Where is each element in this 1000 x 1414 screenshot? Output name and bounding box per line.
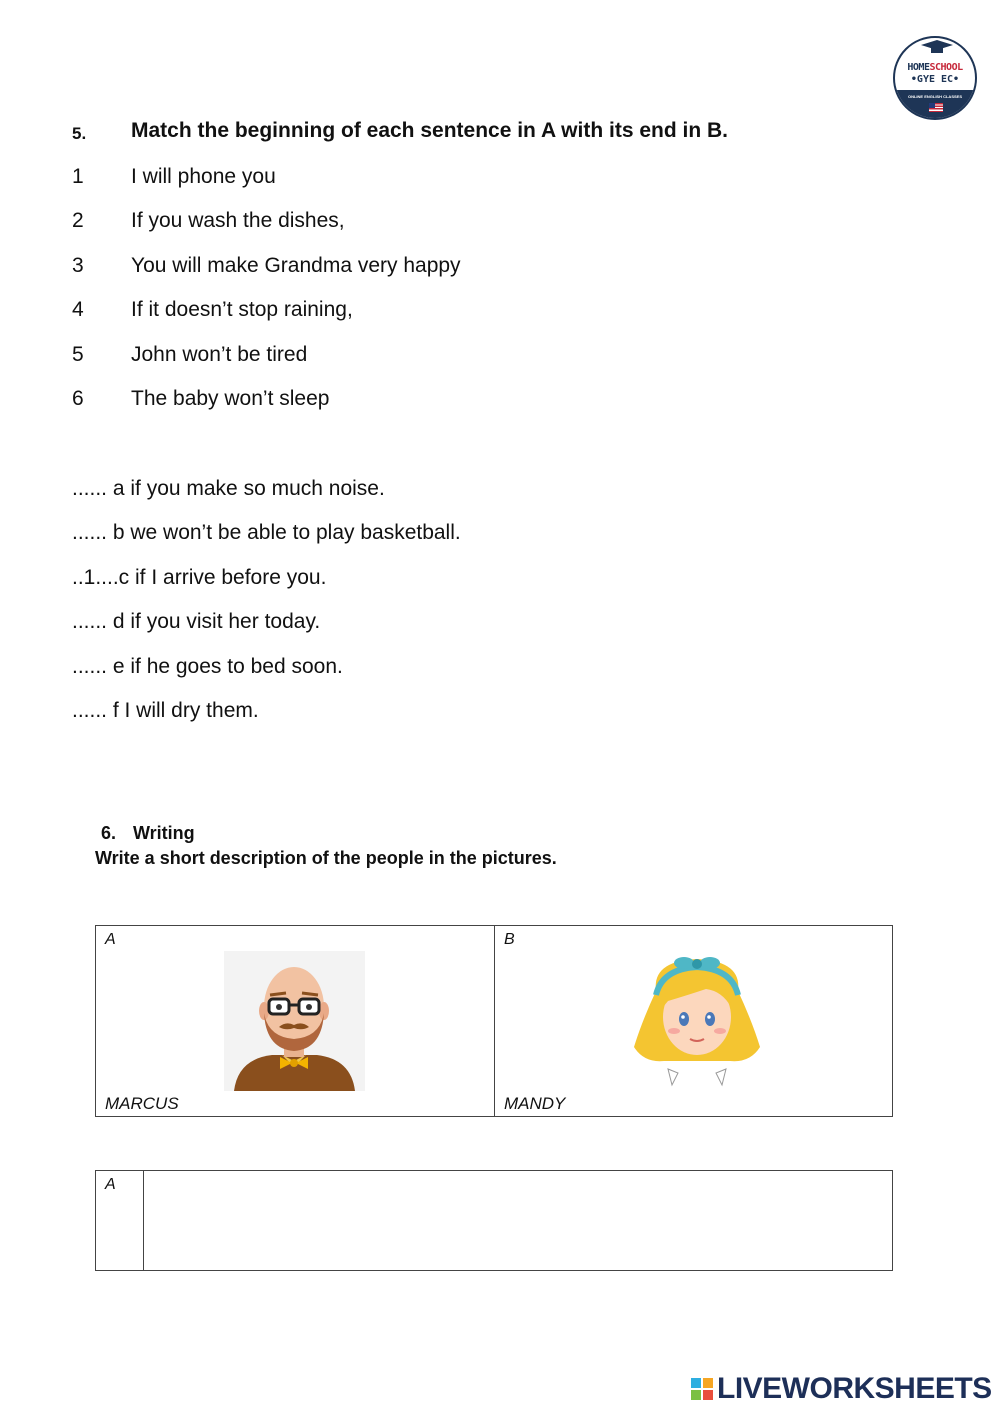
logo-line-2: •GYE EC• bbox=[910, 74, 960, 85]
answer-line-d[interactable]: ...... d if you visit her today. bbox=[72, 610, 321, 633]
picture-a-letter: A bbox=[105, 931, 116, 948]
answer-line-a[interactable]: ...... a if you make so much noise. bbox=[72, 477, 385, 500]
pictures-table bbox=[95, 925, 893, 1117]
mandy-portrait-image bbox=[626, 951, 768, 1091]
answer-line-c[interactable]: ..1....c if I arrive before you. bbox=[72, 566, 327, 589]
section-6-heading: 6. Writing bbox=[101, 823, 195, 843]
picture-b-name: MANDY bbox=[504, 1094, 566, 1113]
brand-wordmark: LIVEWORKSHEETS bbox=[717, 1372, 992, 1405]
marcus-portrait-image bbox=[224, 951, 365, 1091]
picture-a-name: MARCUS bbox=[105, 1094, 179, 1113]
answer-line-b[interactable]: ...... b we won’t be able to play basketball. bbox=[72, 521, 461, 544]
graduation-cap-icon bbox=[921, 40, 953, 54]
logo-line-1: HOMESCHOOL bbox=[907, 62, 963, 73]
answer-line-f[interactable]: ...... f I will dry them. bbox=[72, 699, 259, 722]
writing-answer-table bbox=[95, 1170, 893, 1271]
picture-b-letter: B bbox=[504, 931, 515, 948]
school-logo bbox=[893, 36, 977, 120]
us-flag-icon bbox=[929, 103, 943, 112]
section-6-instruction: Write a short description of the people in the pictures. bbox=[95, 848, 557, 868]
answer-box-letter: A bbox=[105, 1176, 116, 1193]
answer-line-e[interactable]: ...... e if he goes to bed soon. bbox=[72, 655, 343, 678]
logo-tagline: ONLINE ENGLISH CLASSES bbox=[907, 94, 962, 99]
section-5-title: Match the beginning of each sentence in A with its end in B. bbox=[131, 119, 728, 142]
section-5-number: 5. bbox=[72, 124, 87, 143]
description-input-area[interactable] bbox=[144, 1171, 892, 1270]
liveworksheets-logo-icon bbox=[691, 1378, 713, 1400]
